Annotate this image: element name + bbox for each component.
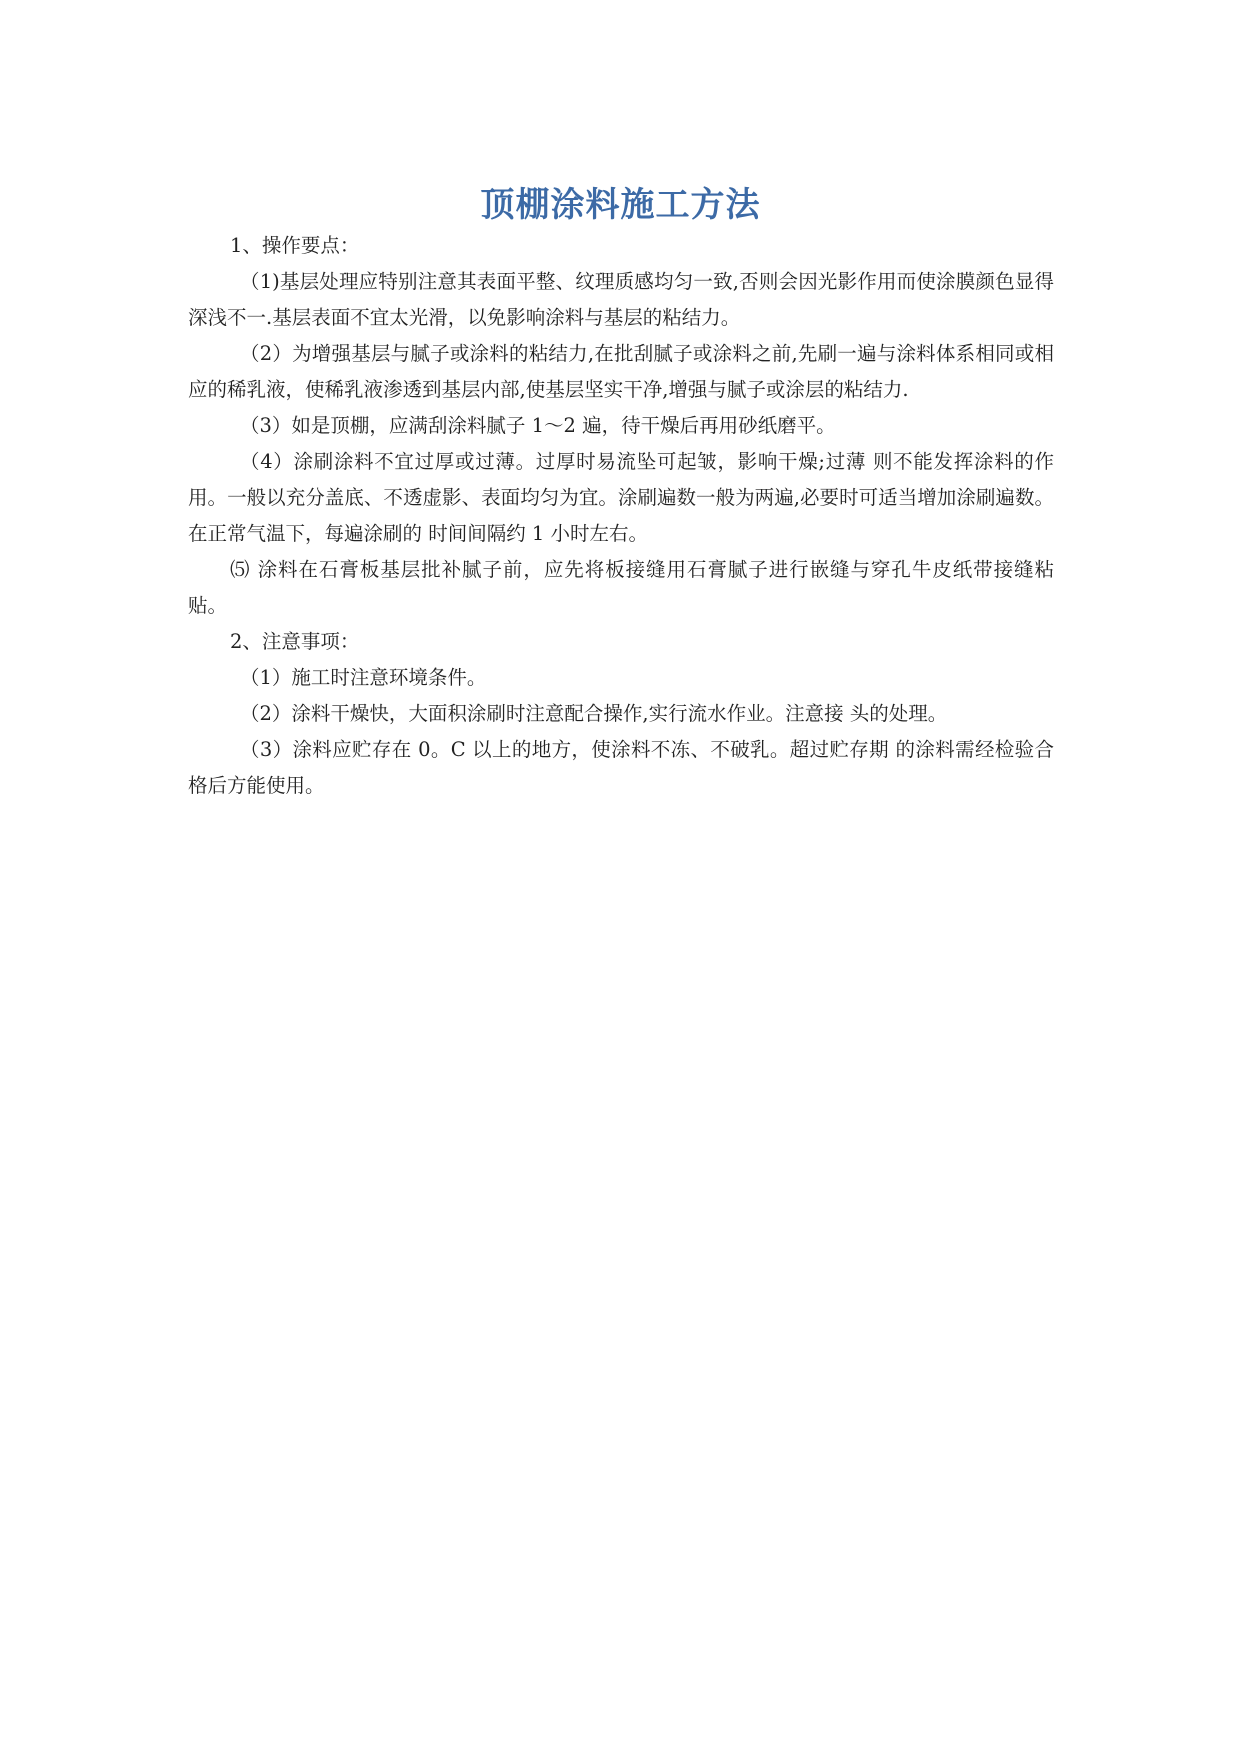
list-item: （1）施工时注意环境条件。 bbox=[240, 666, 487, 689]
list-item: （4）涂刷涂料不宜过厚或过薄。过厚时易流坠可起皱，影响干燥;过薄 则不能发挥涂料的作用。一般以充分盖底、不透虚影、表面均匀为宜。涂刷遍数一般为两遍,必要时可适当增加涂刷遍数。在正常气温下，每遍涂刷的 时间间隔约 1 小时左右。 bbox=[188, 450, 1054, 545]
list-item: （2）为增强基层与腻子或涂料的粘结力,在批刮腻子或涂料之前,先刷一遍与涂料体系相同或相应的稀乳液，使稀乳液渗透到基层内部,使基层坚实干净,增强与腻子或涂层的粘结力. bbox=[188, 342, 1054, 401]
document-body bbox=[188, 228, 1054, 804]
section-heading-precautions: 2、注意事项： bbox=[230, 630, 360, 653]
list-item: （3）如是顶棚，应满刮涂料腻子 1～2 遍，待干燥后再用砂纸磨平。 bbox=[240, 414, 836, 437]
list-item: （1)基层处理应特别注意其表面平整、纹理质感均匀一致,否则会因光影作用而使涂膜颜色显得深浅不一.基层表面不宜太光滑，以免影响涂料与基层的粘结力。 bbox=[188, 270, 1054, 329]
page-title: 顶棚涂料施工方法 bbox=[480, 184, 761, 225]
list-item: （2）涂料干燥快，大面积涂刷时注意配合操作,实行流水作业。注意接 头的处理。 bbox=[240, 702, 948, 725]
section-heading-operation-points: 1、操作要点： bbox=[230, 234, 360, 257]
list-item: ⑸ 涂料在石膏板基层批补腻子前，应先将板接缝用石膏腻子进行嵌缝与穿孔牛皮纸带接缝粘贴。 bbox=[188, 558, 1054, 617]
list-item: （3）涂料应贮存在 0。C 以上的地方，使涂料不冻、不破乳。超过贮存期 的涂料需经检验合格后方能使用。 bbox=[188, 738, 1054, 797]
